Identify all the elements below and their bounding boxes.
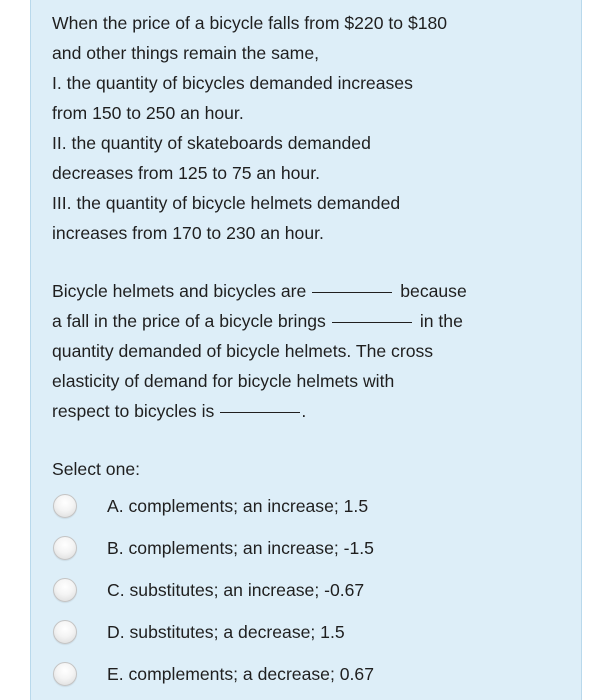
option-d[interactable] [53, 617, 533, 647]
answer-blank [220, 411, 300, 413]
radio-button-icon[interactable] [53, 662, 77, 686]
option-label[interactable]: B. complements; an increase; -1.5 [107, 537, 374, 558]
radio-button-icon[interactable] [53, 620, 77, 644]
option-label[interactable]: E. complements; a decrease; 0.67 [107, 663, 374, 684]
fill-in-line [52, 306, 552, 336]
fill-in-line: elasticity of demand for bicycle helmets with [52, 371, 395, 391]
answer-blank [332, 321, 412, 323]
option-b[interactable] [53, 533, 533, 563]
option-c[interactable] [53, 575, 533, 605]
question-fill-in-text [52, 276, 552, 426]
fill-in-text: a fall in the price of a bicycle brings [52, 311, 326, 331]
radio-button-icon[interactable] [53, 494, 77, 518]
question-card [30, 0, 582, 700]
intro-line: When the price of a bicycle falls from $220 to $180 [52, 13, 448, 33]
fill-in-text: . [301, 401, 307, 421]
intro-line: and other things remain the same, [52, 43, 319, 63]
fill-in-line: quantity demanded of bicycle helmets. The cross [52, 341, 434, 361]
fill-in-text: Bicycle helmets and bicycles are [52, 281, 307, 301]
question-intro [52, 8, 552, 248]
intro-line: from 150 to 250 an hour. [52, 103, 244, 123]
intro-line: I. the quantity of bicycles demanded increases [52, 73, 413, 93]
intro-line: decreases from 125 to 75 an hour. [52, 163, 320, 183]
fill-in-text: respect to bicycles is [52, 401, 215, 421]
fill-in-text: in the [419, 311, 463, 331]
fill-in-line [52, 396, 552, 426]
fill-in-line [52, 276, 552, 306]
intro-line: increases from 170 to 230 an hour. [52, 223, 324, 243]
intro-line: III. the quantity of bicycle helmets demanded [52, 193, 401, 213]
select-one-label: Select one: [52, 459, 141, 479]
option-label[interactable]: D. substitutes; a decrease; 1.5 [107, 621, 345, 642]
intro-line: II. the quantity of skateboards demanded [52, 133, 371, 153]
option-e[interactable] [53, 659, 533, 689]
option-label[interactable]: A. complements; an increase; 1.5 [107, 495, 369, 516]
option-label[interactable]: C. substitutes; an increase; -0.67 [107, 579, 365, 600]
option-a[interactable] [53, 491, 533, 521]
radio-button-icon[interactable] [53, 536, 77, 560]
radio-button-icon[interactable] [53, 578, 77, 602]
fill-in-text: because [400, 281, 467, 301]
answer-blank [312, 291, 392, 293]
